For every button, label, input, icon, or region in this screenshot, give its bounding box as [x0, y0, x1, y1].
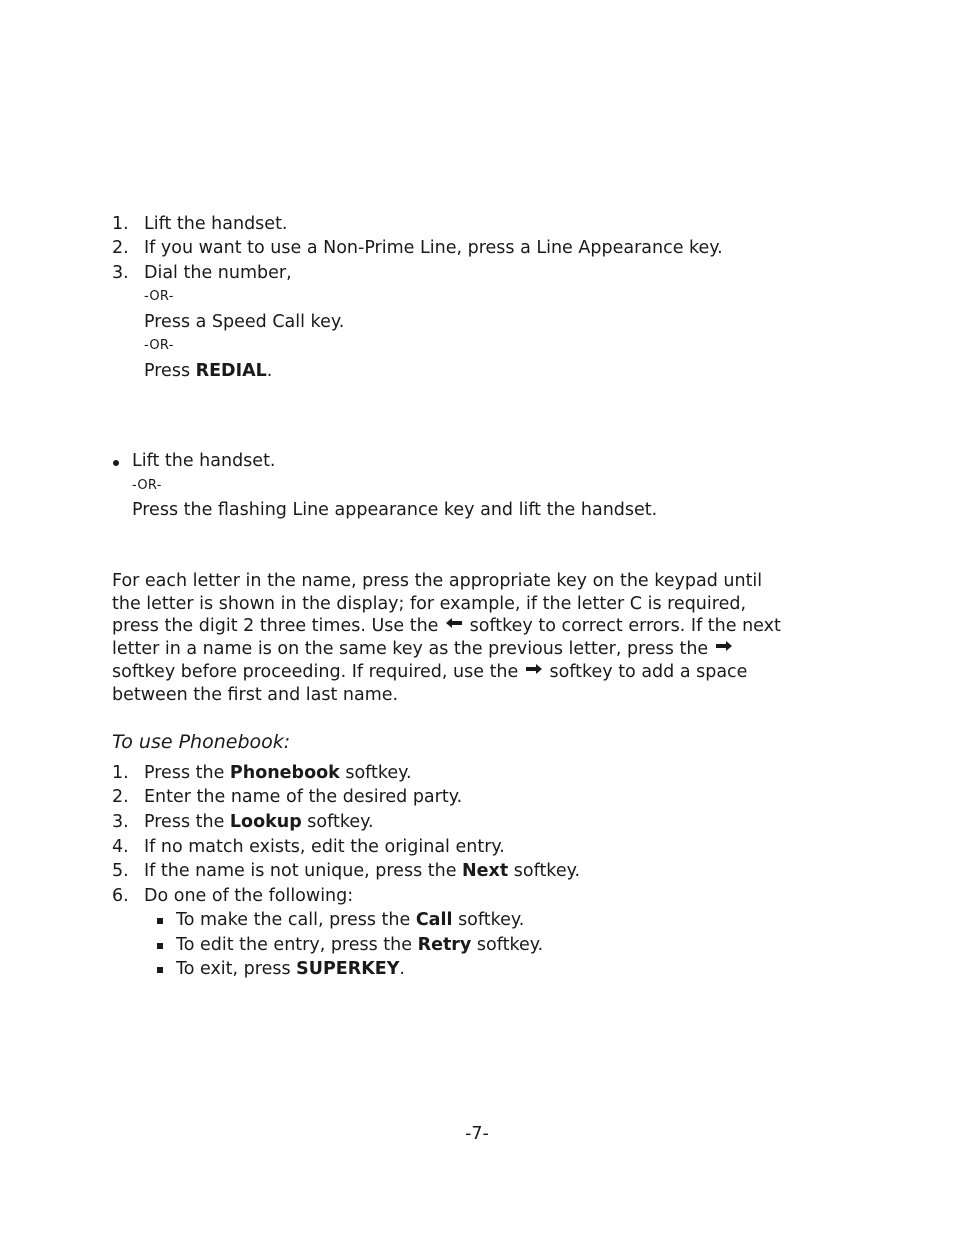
paragraph-line: [112, 661, 852, 684]
text-run: softkey.: [339, 763, 412, 783]
or-separator: -OR-: [132, 478, 162, 493]
name-entry-paragraph: [112, 570, 852, 706]
text-run: If the name is not unique, press the: [144, 861, 463, 881]
step-number: 2.: [112, 238, 129, 258]
key-name: REDIAL: [195, 361, 267, 381]
text-run: softkey.: [452, 910, 525, 930]
step-text: [144, 859, 580, 884]
text-run: To exit, press: [176, 959, 297, 979]
step-number: 3.: [112, 812, 129, 832]
square-bullet: [157, 943, 163, 949]
step-text: Do one of the following:: [144, 886, 354, 906]
step-number: 6.: [112, 886, 129, 906]
sub-step-text: [176, 933, 543, 958]
answer-text: Lift the handset.: [132, 451, 276, 471]
bullet: [113, 460, 119, 466]
step-text: If you want to use a Non-Prime Line, press a Line Appearance key.: [144, 238, 723, 258]
sub-step-text: [176, 908, 524, 933]
text-run: Press the: [144, 763, 230, 783]
step-text: Lift the handset.: [144, 214, 288, 234]
step-number: 1.: [112, 763, 129, 783]
step-text: Dial the number,: [144, 263, 292, 283]
right-arrow-icon: [526, 663, 542, 675]
paragraph-line: between the first and last name.: [112, 684, 399, 705]
square-bullet: [157, 918, 163, 924]
paragraph-line: [112, 615, 852, 638]
step-number: 4.: [112, 837, 129, 857]
text-run: Press: [144, 361, 196, 381]
paragraph-line: the letter is shown in the display; for example, if the letter C is required,: [112, 593, 747, 614]
step-text: Enter the name of the desired party.: [144, 787, 463, 807]
text-run: softkey to correct errors. If the next: [469, 616, 781, 637]
or-separator: -OR-: [144, 338, 174, 353]
text-run: softkey.: [301, 812, 374, 832]
step-number: 1.: [112, 214, 129, 234]
key-name: Call: [415, 910, 453, 930]
text-run: softkey.: [471, 935, 544, 955]
key-name: SUPERKEY: [296, 959, 400, 979]
answer-text: Press the flashing Line appearance key and lift the handset.: [132, 500, 658, 520]
text-run: letter in a name is on the same key as the previous letter, press the: [112, 639, 709, 660]
or-separator: -OR-: [144, 289, 174, 304]
text-run: softkey before proceeding. If required, use the: [112, 661, 519, 682]
right-arrow-icon: [716, 640, 732, 652]
text-run: To make the call, press the: [176, 910, 416, 930]
text-run: .: [399, 959, 405, 979]
step-alt-text: Press a Speed Call key.: [144, 312, 345, 332]
step-number: 5.: [112, 861, 129, 881]
text-run: softkey.: [508, 861, 581, 881]
step-number: 2.: [112, 787, 129, 807]
key-name: Retry: [417, 935, 472, 955]
paragraph-line: For each letter in the name, press the appropriate key on the keypad until: [112, 571, 763, 591]
step-text: If no match exists, edit the original entry.: [144, 837, 505, 857]
text-run: softkey to add a space: [549, 661, 748, 682]
paragraph-line: [112, 638, 852, 661]
text-run: press the digit 2 three times. Use the: [112, 616, 439, 637]
phonebook-heading: To use Phonebook:: [112, 731, 291, 753]
step-text: [144, 761, 412, 786]
step-alt-text: [144, 359, 272, 384]
text-run: Press the: [144, 812, 230, 832]
key-name: Next: [462, 861, 509, 881]
key-name: Phonebook: [229, 763, 340, 783]
step-number: 3.: [112, 263, 129, 283]
text-run: .: [266, 361, 273, 381]
step-text: [144, 810, 374, 835]
text-run: To edit the entry, press the: [176, 935, 418, 955]
page-number: -7-: [465, 1124, 489, 1144]
key-name: Lookup: [229, 812, 302, 832]
sub-step-text: [176, 957, 405, 982]
square-bullet: [157, 967, 163, 973]
left-arrow-icon: [446, 617, 462, 629]
